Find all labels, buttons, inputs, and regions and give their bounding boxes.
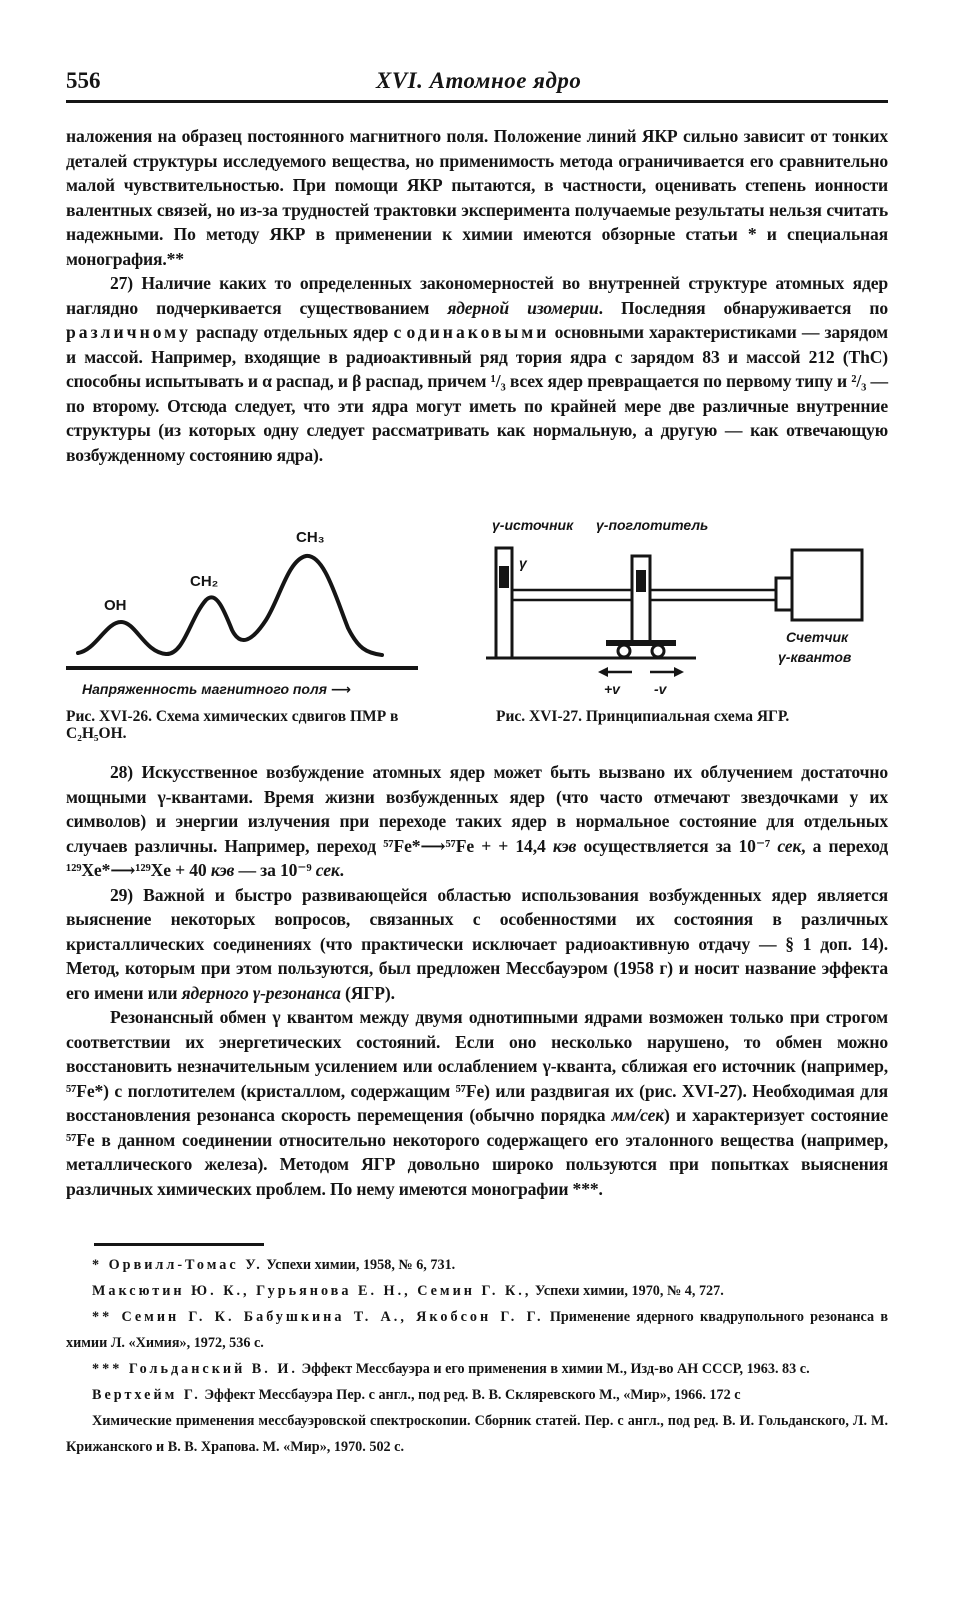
absorber-holder: [632, 556, 650, 644]
footnote-rule: [94, 1243, 264, 1246]
figure-xvi-27: [486, 518, 888, 743]
label-counter-2: γ-квантов: [778, 649, 852, 665]
unit-sec: сек: [777, 835, 802, 856]
page-header: [66, 68, 888, 98]
footnote-6: Химические применения мессбауэровской спектроскопии. Сборник статей. Пер. с англ., под ред. В. И. Гольданского, Л. М. Крижанского и В. В. Храпова. М. «Мир», 1970. 502 с.: [66, 1413, 888, 1455]
paragraph-nqr: наложения на образец постоянного магнитного поля. Положение линий ЯКР сильно зависит от тонких деталей структуры исследуемого вещества, но применимость метода ограничивается его сравнительно малой чувствительностью. При помощи ЯКР пытаются, в частности, оценивать степень ионности валентных связей, но из-за трудностей трактовки эксперимента получаемые результаты нельзя считать надежными. По методу ЯКР в применении к химии имеются обзорные статьи * и специальная монография.**: [66, 126, 888, 269]
unit-kev: кэв: [210, 860, 235, 880]
term-nuclear-isomerism: ядерной изомерии: [447, 297, 599, 318]
header-rule: [66, 100, 888, 103]
term-gamma-resonance: ядерного γ-резонанса: [181, 982, 341, 1003]
counter-window: [776, 578, 792, 610]
footnote-author: *** Гольданский В. И.: [92, 1361, 298, 1377]
footnote-text: Эффект Мессбауэра Пер. с англ., под ред. В. В. Скляревского М., «Мир», 1966. 172 с: [200, 1387, 741, 1403]
paragraph-28-text: .: [339, 860, 344, 880]
pmr-shift-diagram: [66, 518, 436, 708]
unit-kev: кэв: [552, 835, 577, 856]
footnote-author: * Орвилл-Томас У.: [92, 1257, 263, 1273]
axis-label-field: Напряженность магнитного поля ⟶: [82, 681, 351, 697]
footnote-text: Успехи химии, 1958, № 6, 731.: [262, 1257, 456, 1273]
text-block-lower: [66, 760, 888, 1201]
label-counter-1: Счетчик: [786, 629, 849, 645]
arrow-left-head: [598, 667, 608, 677]
footnote-text: Применение ядерного квадрупольного резонанса в химии Л. «Химия», 1972, 536 с.: [66, 1309, 889, 1351]
paragraph-resonance: [66, 1005, 888, 1201]
paragraph-27-text: 27) Наличие каких то определенных закономерностей во внутренней структуре атомных ядер наглядно подчеркивается существованием: [66, 273, 888, 318]
cart-platform: [606, 640, 676, 646]
source-holder: [496, 548, 512, 658]
paragraph-29-text: (ЯГР).: [340, 982, 395, 1003]
paragraph-28-text: 28) Искусственное возбуждение атомных ядер может быть вызвано их облучением достаточно мощными γ-квантами. Время жизни возбужденных ядер (что часто отмечают звездочками у их символов) и энергии излучения при переходе таких ядер в нормальное состояние для отдельных случаев различны. Например, переход ⁵⁷Fe*⟶⁵⁷Fe + + 14,4: [66, 762, 888, 856]
paragraph-29: [66, 883, 888, 1006]
arrow-right-head: [674, 667, 684, 677]
spaced-word: различному: [66, 322, 191, 342]
spaced-word: одинаковыми: [406, 322, 550, 342]
figures-row: [66, 518, 888, 743]
footnote-text: Успехи химии, 1970, № 4, 727.: [531, 1283, 724, 1299]
label-gamma-ray: γ: [519, 555, 527, 571]
mossbauer-scheme: [486, 518, 888, 703]
counter-box: [792, 550, 862, 620]
paragraph-28-text: — за 10⁻⁹: [234, 860, 316, 880]
paragraph-27-text: распаду отдельных ядер с: [190, 322, 407, 342]
footnotes: [66, 1252, 888, 1460]
footnote-author: Максютин Ю. К., Гурьянова Е. Н., Семин Г. К.,: [92, 1283, 532, 1299]
label-ch2: CH₂: [190, 573, 219, 590]
caption-xvi-27: Рис. XVI-27. Принципиальная схема ЯГР.: [496, 708, 790, 725]
footnote-author: Вертхейм Г.: [92, 1387, 201, 1403]
footnote-5: [66, 1382, 888, 1408]
footnote-3: [66, 1304, 888, 1356]
source-block: [499, 566, 509, 588]
label-minus-v: -v: [654, 681, 667, 697]
page-number: 556: [66, 68, 101, 93]
paragraph-27-text: . Последняя обнаруживается по: [598, 297, 888, 318]
label-gamma-source: γ-источник: [492, 518, 574, 533]
paragraph-28: [66, 760, 888, 883]
label-gamma-absorber: γ-поглотитель: [596, 518, 709, 533]
paragraph-29-text: 29) Важной и быстро развивающейся областью использования возбужденных ядер является выяснение некоторых вопросов, связанных с особенностями их состояния в различных кристаллических соединениях (что практически исключает радиоактивную отдачу — § 1 доп. 14). Метод, которым при этом пользуются, был предложен Мессбауэром (1958 г) и носит название эффекта его имени или: [66, 884, 888, 1003]
caption-xvi-26: Рис. XVI-26. Схема химических сдвигов ПМР в C₂H₅OH.: [66, 708, 399, 742]
paragraph-27: [66, 271, 888, 467]
paragraph-28-text: , а переход ¹²⁹Xe*⟶¹²⁹Xe + 40: [66, 835, 888, 880]
cart-wheel-left: [618, 645, 630, 657]
label-ch3: CH₃: [296, 529, 325, 546]
label-plus-v: +v: [604, 681, 620, 697]
footnote-author: ** Семин Г. К. Бабушкина Т. А., Якобсон Г. Г.: [92, 1309, 544, 1325]
paragraph-28-text: осуществляется за 10⁻⁷: [576, 835, 778, 856]
figure-xvi-26: [66, 518, 436, 743]
paragraph-27-text: основными характеристиками — зарядом и массой. Например, входящие в радиоактивный ряд тория ядра с зарядом 83 и массой 212 (ThC) способны испытывать и α распад, и β распад, причем ¹/₃ всех ядер превращается по первому типу и ²/₃ — по второму. Отсюда следует, что эти ядра могут иметь по крайней мере две различные внутренние структуры (из которых одну следует рассматривать как нормальную, а другую — как отвечающую возбужденному состоянию ядра).: [66, 322, 888, 465]
footnote-2: [66, 1278, 888, 1304]
unit-sec: сек: [315, 860, 340, 880]
paragraph-resonance-text: ) и характеризует состояние ⁵⁷Fe в данном соединении относительно некоторого содержащего его эталонного вещества (например, металлического железа). Методом ЯГР довольно широко пользуются при попытках выяснения различных химических проблем. По нему имеются монографии ***.: [66, 1105, 888, 1199]
cart-wheel-right: [652, 645, 664, 657]
unit-mm-per-sec: мм/сек: [611, 1105, 665, 1125]
footnote-text: Эффект Мессбауэра и его применения в химии М., Изд-во АН СССР, 1963. 83 с.: [297, 1361, 810, 1377]
running-title: XVI. Атомное ядро: [376, 68, 582, 93]
label-oh: OH: [104, 597, 127, 614]
text-block-upper: [66, 124, 888, 467]
absorber-block: [636, 570, 646, 592]
paragraph-resonance-text: Резонансный обмен γ квантом между двумя однотипными ядрами возможен только при строгом соответствии их энергетических состояний. Если оно несколько нарушено, то обмен можно восстановить незначительным усилением или ослаблением γ-кванта, сближая его источник (например, ⁵⁷Fe*) с поглотителем (кристаллом, содержащим ⁵⁷Fe) или раздвигая их (рис. XVI-27). Необходимая для восстановления резонанса скорость перемещения (обычно порядка: [66, 1007, 888, 1125]
footnote-1: [66, 1252, 888, 1278]
footnote-4: [66, 1356, 888, 1382]
